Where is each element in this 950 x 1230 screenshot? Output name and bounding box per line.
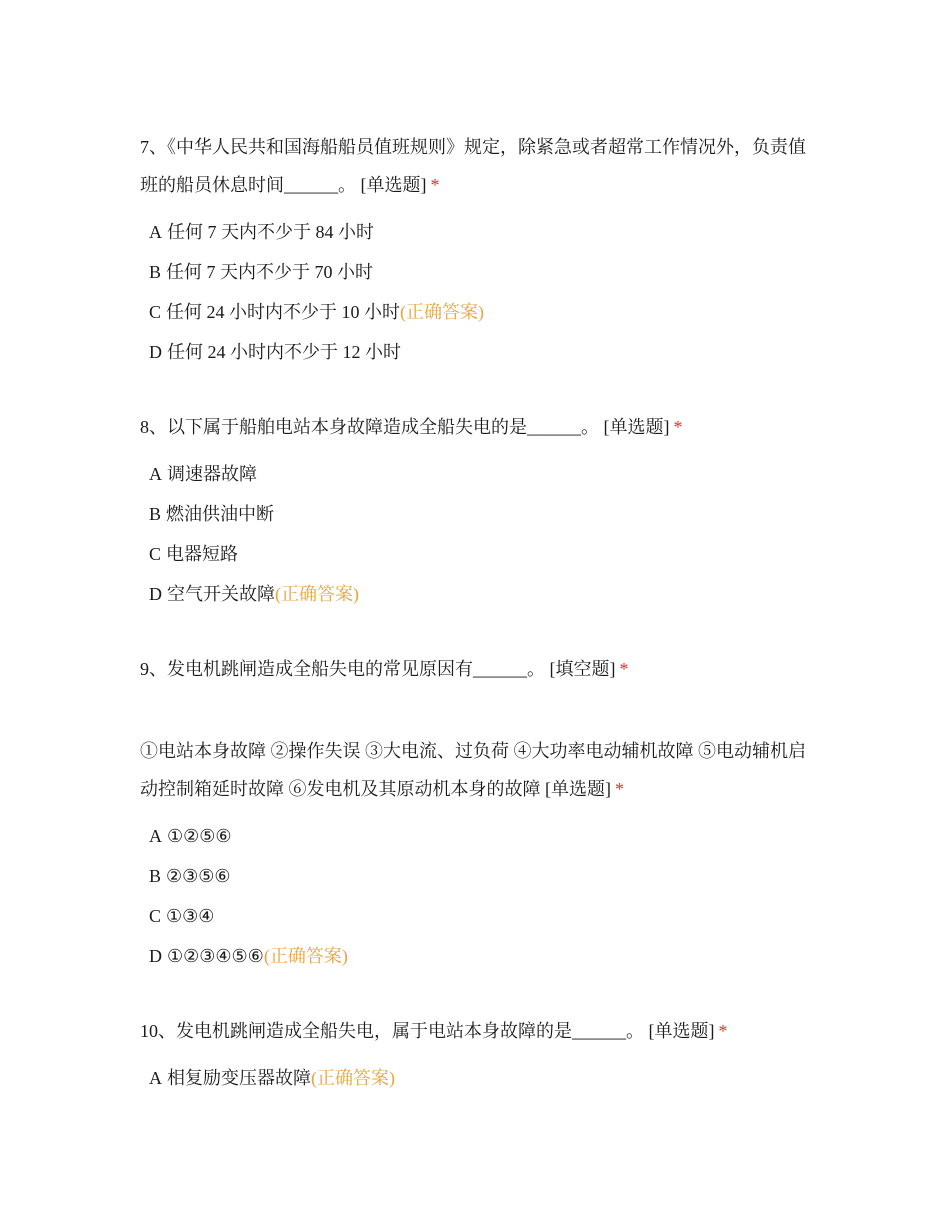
question-stem: ①电站本身故障 ②操作失误 ③大电流、过负荷 ④大功率电动辅机故障 ⑤电动辅机启动控制箱延时故障 ⑥发电机及其原动机本身的故障 [单选题] * — [140, 741, 806, 799]
option-c[interactable]: C 电器短路 — [149, 544, 239, 564]
correct-answer-label: (正确答案) — [400, 302, 485, 322]
option-b[interactable]: B 任何 7 天内不少于 70 小时 — [149, 262, 374, 282]
option-a[interactable]: A ①②⑤⑥ — [149, 826, 232, 846]
question-9-choice — [140, 732, 820, 976]
required-mark: * — [615, 779, 624, 799]
question-type: [单选题] — [603, 417, 670, 437]
required-mark: * — [430, 175, 440, 195]
option-d[interactable]: D 空气开关故障(正确答案) — [149, 584, 359, 604]
required-mark: * — [673, 417, 683, 437]
option-c[interactable]: C 任何 24 小时内不少于 10 小时(正确答案) — [149, 302, 485, 322]
option-list — [140, 1058, 820, 1098]
question-type: [单选题] — [648, 1021, 715, 1041]
option-c[interactable]: C ①③④ — [149, 906, 215, 926]
correct-answer-label: (正确答案) — [263, 946, 348, 966]
option-b[interactable]: B 燃油供油中断 — [149, 504, 275, 524]
option-list — [140, 816, 820, 976]
question-stem: 9、发电机跳闸造成全船失电的常见原因有______。 [填空题] * — [140, 659, 629, 679]
question-9 — [140, 650, 820, 688]
question-stem: 10、发电机跳闸造成全船失电，属于电站本身故障的是______。 [单选题] * — [140, 1021, 728, 1041]
question-stem: 7、《中华人民共和国海船船员值班规则》规定，除紧急或者超常工作情况外，负责值班的船员休息时间______。 [单选题] * — [140, 137, 806, 195]
option-d[interactable]: D 任何 24 小时内不少于 12 小时 — [149, 342, 401, 362]
option-list — [140, 212, 820, 372]
correct-answer-label: (正确答案) — [275, 584, 359, 604]
question-stem: 8、以下属于船舶电站本身故障造成全船失电的是______。 [单选题] * — [140, 417, 683, 437]
option-a[interactable]: A 调速器故障 — [149, 464, 257, 484]
required-mark: * — [718, 1021, 728, 1041]
option-list — [140, 454, 820, 614]
option-d[interactable]: D ①②③④⑤⑥(正确答案) — [149, 946, 348, 966]
required-mark: * — [619, 659, 629, 679]
question-8 — [140, 408, 820, 614]
option-a[interactable]: A 任何 7 天内不少于 84 小时 — [149, 222, 374, 242]
option-b[interactable]: B ②③⑤⑥ — [149, 866, 231, 886]
question-type: [单选题] — [545, 779, 611, 799]
question-7 — [140, 128, 820, 372]
question-type: [单选题] — [360, 175, 427, 195]
question-10 — [140, 1012, 820, 1098]
survey-page — [140, 128, 820, 1098]
question-type: [填空题] — [549, 659, 616, 679]
correct-answer-label: (正确答案) — [311, 1068, 395, 1088]
option-a[interactable]: A 相复励变压器故障(正确答案) — [149, 1068, 395, 1088]
